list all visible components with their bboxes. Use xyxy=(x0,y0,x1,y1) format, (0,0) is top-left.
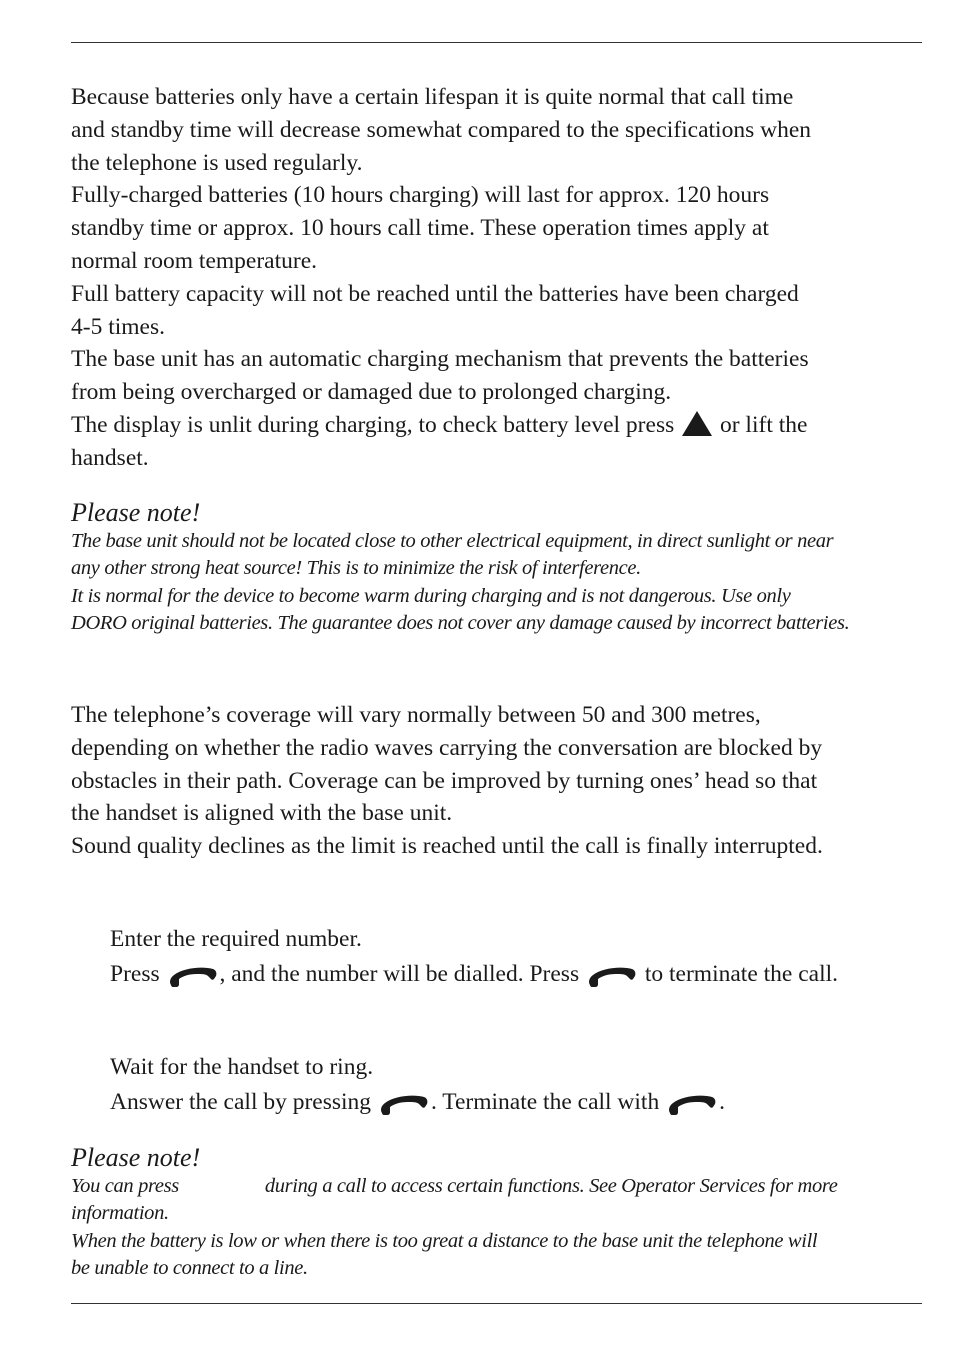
note-line: be unable to connect to a line. xyxy=(71,1256,308,1279)
make-call-step-2 xyxy=(110,957,838,991)
note-line: any other strong heat source! This is to minimize the risk of interference. xyxy=(71,557,641,580)
paragraph-line: the handset is aligned with the base unit. xyxy=(71,800,453,827)
note-title: Please note! xyxy=(71,1143,201,1172)
paragraph-line: The base unit has an automatic charging mechanism that prevents the batteries xyxy=(71,346,809,373)
paragraph-line: from being overcharged or damaged due to prolonged charging. xyxy=(71,379,672,406)
paragraph-line: The telephone’s coverage will vary normally between 50 and 300 metres, xyxy=(71,702,761,728)
paragraph-line: Fully-charged batteries (10 hours charging) will last for approx. 120 hours xyxy=(71,182,770,209)
note-battery xyxy=(71,498,931,637)
paragraph-line: Sound quality declines as the limit is reached until the call is finally interrupted. xyxy=(71,833,823,860)
paragraph-line: Full battery capacity will not be reached until the batteries have been charged xyxy=(71,280,799,307)
make-call-step-2-c: to terminate the call. xyxy=(638,961,838,987)
note-call xyxy=(71,1143,931,1282)
battery-section xyxy=(71,81,931,475)
receive-call-step-2-b: . Terminate the call with xyxy=(430,1089,666,1115)
note-line: information. xyxy=(71,1202,169,1225)
note-line-b: during a call to access certain functions. See Operator Services for more xyxy=(264,1175,838,1197)
receive-call-step-2-c: . xyxy=(719,1089,725,1115)
paragraph-line: depending on whether the radio waves carrying the conversation are blocked by xyxy=(71,734,823,761)
make-call-step-2-a: Press xyxy=(110,961,166,987)
phone-handset-icon xyxy=(667,1091,717,1117)
receive-call-step-1: Wait for the handset to ring. xyxy=(110,1054,374,1080)
paragraph-line: Because batteries only have a certain lifespan it is quite normal that call time xyxy=(71,84,794,110)
receive-call-step-2-a: Answer the call by pressing xyxy=(110,1089,377,1115)
phone-handset-icon xyxy=(379,1091,429,1117)
coverage-section xyxy=(71,699,931,863)
display-line-before: The display is unlit during charging, to check battery level press xyxy=(71,411,681,438)
phone-handset-icon xyxy=(168,963,218,989)
display-line-after: or lift the xyxy=(714,411,808,438)
note-line: It is normal for the device to become warm during charging and is not dangerous. Use only xyxy=(71,584,791,607)
paragraph-line: handset. xyxy=(71,444,149,471)
phone-handset-icon xyxy=(587,963,637,989)
make-call-step-1: Enter the required number. xyxy=(110,926,362,952)
paragraph-line: the telephone is used regularly. xyxy=(71,149,363,176)
paragraph-line: obstacles in their path. Coverage can be improved by turning ones’ head so that xyxy=(71,767,818,794)
paragraph-line: 4-5 times. xyxy=(71,313,165,340)
paragraph-line: and standby time will decrease somewhat compared to the specifications when xyxy=(71,116,812,143)
up-arrow-triangle-icon xyxy=(682,411,712,436)
note-title: Please note! xyxy=(71,498,201,527)
paragraph-line: standby time or approx. 10 hours call time. These operation times apply at xyxy=(71,215,769,242)
paragraph-line: normal room temperature. xyxy=(71,247,318,274)
receive-call-step-2 xyxy=(110,1085,725,1119)
note-line: The base unit should not be located close to other electrical equipment, in direct sunlight or near xyxy=(71,530,834,552)
bottom-divider xyxy=(71,1303,922,1304)
note-line xyxy=(71,1173,931,1200)
make-call-step-2-b: , and the number will be dialled. Press xyxy=(219,961,585,987)
note-line-a: You can press xyxy=(71,1175,179,1197)
note-line: When the battery is low or when there is too great a distance to the base unit the telephone will xyxy=(71,1229,818,1252)
display-line xyxy=(71,409,931,442)
top-divider xyxy=(71,42,922,43)
note-line: DORO original batteries. The guarantee does not cover any damage caused by incorrect batteries. xyxy=(71,611,850,634)
